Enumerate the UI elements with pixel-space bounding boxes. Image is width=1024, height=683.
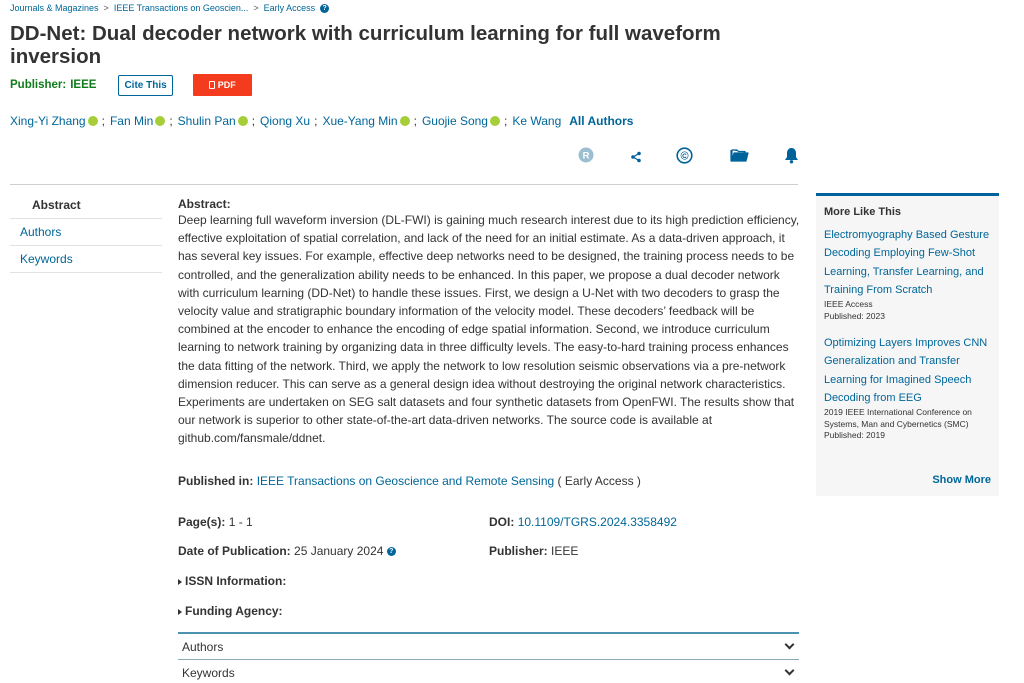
- accordion-label: Keywords: [182, 665, 235, 680]
- breadcrumb-separator: >: [103, 3, 109, 13]
- funding-expander[interactable]: [178, 604, 283, 618]
- breadcrumb-journal[interactable]: IEEE Transactions on Geoscien...: [113, 3, 249, 13]
- accordion-authors[interactable]: [178, 634, 799, 660]
- all-authors-link[interactable]: All Authors: [569, 114, 634, 128]
- pdf-button-label: PDF: [217, 80, 236, 90]
- published-in: [178, 474, 641, 488]
- more-like-this-panel: [816, 193, 999, 496]
- folder-icon[interactable]: [730, 145, 749, 165]
- abstract-label: Abstract:: [178, 197, 231, 211]
- journal-link[interactable]: IEEE Transactions on Geoscience and Remote Sensing: [256, 474, 555, 488]
- publisher-meta: [489, 544, 578, 558]
- related-article: [824, 334, 991, 442]
- pages-label: Page(s):: [178, 515, 226, 529]
- publisher-row: [10, 74, 252, 96]
- svg-text:©: ©: [680, 149, 689, 162]
- author-link[interactable]: Xing-Yi Zhang: [10, 114, 86, 128]
- published-in-label: Published in:: [178, 474, 254, 488]
- help-icon[interactable]: ?: [320, 4, 329, 13]
- chevron-down-icon: [785, 640, 795, 650]
- accordion-keywords[interactable]: [178, 660, 799, 683]
- nav-keywords[interactable]: Keywords: [10, 246, 162, 273]
- section-nav: [10, 192, 162, 273]
- page-title: DD-Net: Dual decoder network with curriculum learning for full waveform inversion: [10, 22, 721, 68]
- author-list: Xing-Yi Zhang ; Fan Min ; Shulin Pan ; Qiong Xu ; Xue-Yang Min ; Guojie Song ; Ke Wang All Authors: [10, 114, 634, 128]
- breadcrumb-journals[interactable]: Journals & Magazines: [10, 3, 99, 13]
- pages-value: 1 - 1: [228, 515, 253, 529]
- publisher-value: IEEE: [70, 79, 97, 91]
- related-article-published: Published: 2023: [824, 310, 885, 321]
- orcid-icon[interactable]: [155, 116, 165, 126]
- pages-meta: [178, 515, 253, 529]
- accordion-label: Authors: [182, 639, 224, 654]
- abstract-text: Deep learning full waveform inversion (DL-FWI) is gaining much research interest due to its high prediction efficiency, effective exploitation of spatial correlation, and lack of the need for an initial estimate. As a data-driven approach, it has several key issues. For example, effective deep networks need to be designed, the training process needs to be controlled, and the generalization ability needs to be enhanced. In this paper, we propose a dual decoder network with curriculum learning (DD-Net) to handle these issues. First, we design a U-Net with two decoders to grasp the velocity value and stratigraphic boundary information of the velocity model. These decoders’ feedback will be combined at the encoder to enhance the encoding of edge spatial information. Second, we introduce curriculum learning to network training by organizing data in three difficulty levels. The easy-to-hard training process enhances the data fitting of the network. Third, we apply the network to low resolution seismic observations via a pre-network dimension reducer. This can serve as a general design idea without destroying the original network characteristics. Experiments are undertaken on SEG salt datasets and four synthetic datasets from OpenFWI. The results show that our network is superior to other state-of-the-art data-driven networks. The source code is available at github.com/fansmale/ddnet.: [178, 213, 800, 446]
- more-like-this-title: More Like This: [824, 206, 902, 218]
- author-link[interactable]: Guojie Song: [421, 114, 488, 128]
- bell-icon[interactable]: [784, 145, 799, 165]
- funding-label: Funding Agency:: [185, 604, 283, 618]
- divider: [10, 184, 798, 185]
- action-icons: [574, 145, 814, 167]
- date-meta: [178, 544, 396, 558]
- author-link[interactable]: Fan Min: [109, 114, 154, 128]
- svg-text:R: R: [582, 150, 590, 162]
- publisher: [10, 79, 96, 91]
- breadcrumb-separator: >: [253, 3, 259, 13]
- show-more-link[interactable]: Show More: [932, 474, 991, 486]
- related-article-venue: IEEE Access: [824, 299, 873, 310]
- author-link[interactable]: Ke Wang: [512, 114, 562, 128]
- publisher-label: Publisher:: [10, 79, 67, 91]
- orcid-icon[interactable]: [400, 116, 410, 126]
- abstract-section: [178, 197, 800, 448]
- author-link[interactable]: Qiong Xu: [260, 114, 311, 128]
- nav-authors[interactable]: Authors: [10, 219, 162, 246]
- rights-icon[interactable]: [578, 145, 594, 165]
- breadcrumb-early-access[interactable]: Early Access: [263, 3, 316, 13]
- publisher-meta-value: IEEE: [551, 544, 579, 558]
- doi-meta: [489, 515, 677, 529]
- doi-label: DOI:: [489, 515, 515, 529]
- orcid-icon[interactable]: [490, 116, 500, 126]
- related-article: [824, 226, 991, 322]
- breadcrumb: [10, 3, 329, 13]
- related-article-published: Published: 2019: [824, 430, 885, 441]
- related-article-link[interactable]: Electromyography Based Gesture Decoding Employing Few-Shot Learning, Transfer Learning, and Training From Scratch: [824, 229, 990, 296]
- pdf-file-icon: [209, 81, 215, 89]
- caret-right-icon: [178, 579, 182, 585]
- publisher-meta-label: Publisher:: [489, 544, 548, 558]
- cite-this-button[interactable]: Cite This: [118, 75, 172, 96]
- related-article-venue: 2019 IEEE International Conference on Systems, Man and Cybernetics (SMC): [824, 407, 972, 429]
- author-link[interactable]: Xue-Yang Min: [322, 114, 398, 128]
- help-icon[interactable]: ?: [387, 547, 396, 556]
- orcid-icon[interactable]: [238, 116, 248, 126]
- accordion: [178, 632, 799, 683]
- caret-right-icon: [178, 609, 182, 615]
- copyright-icon[interactable]: [676, 145, 693, 165]
- nav-abstract[interactable]: Abstract: [10, 192, 162, 219]
- early-access-status: ( Early Access ): [557, 474, 641, 488]
- related-article-link[interactable]: Optimizing Layers Improves CNN Generalization and Transfer Learning for Imagined Speech Decoding from EEG: [824, 337, 988, 405]
- chevron-down-icon: [785, 666, 795, 676]
- doi-link[interactable]: 10.1109/TGRS.2024.3358492: [517, 515, 677, 529]
- issn-label: ISSN Information:: [185, 574, 287, 588]
- date-label: Date of Publication:: [178, 544, 291, 558]
- pdf-button[interactable]: [193, 74, 252, 96]
- date-value: 25 January 2024: [294, 544, 384, 558]
- orcid-icon[interactable]: [88, 116, 98, 126]
- author-link[interactable]: Shulin Pan: [177, 114, 236, 128]
- share-icon[interactable]: [630, 147, 642, 167]
- issn-expander[interactable]: [178, 574, 286, 588]
